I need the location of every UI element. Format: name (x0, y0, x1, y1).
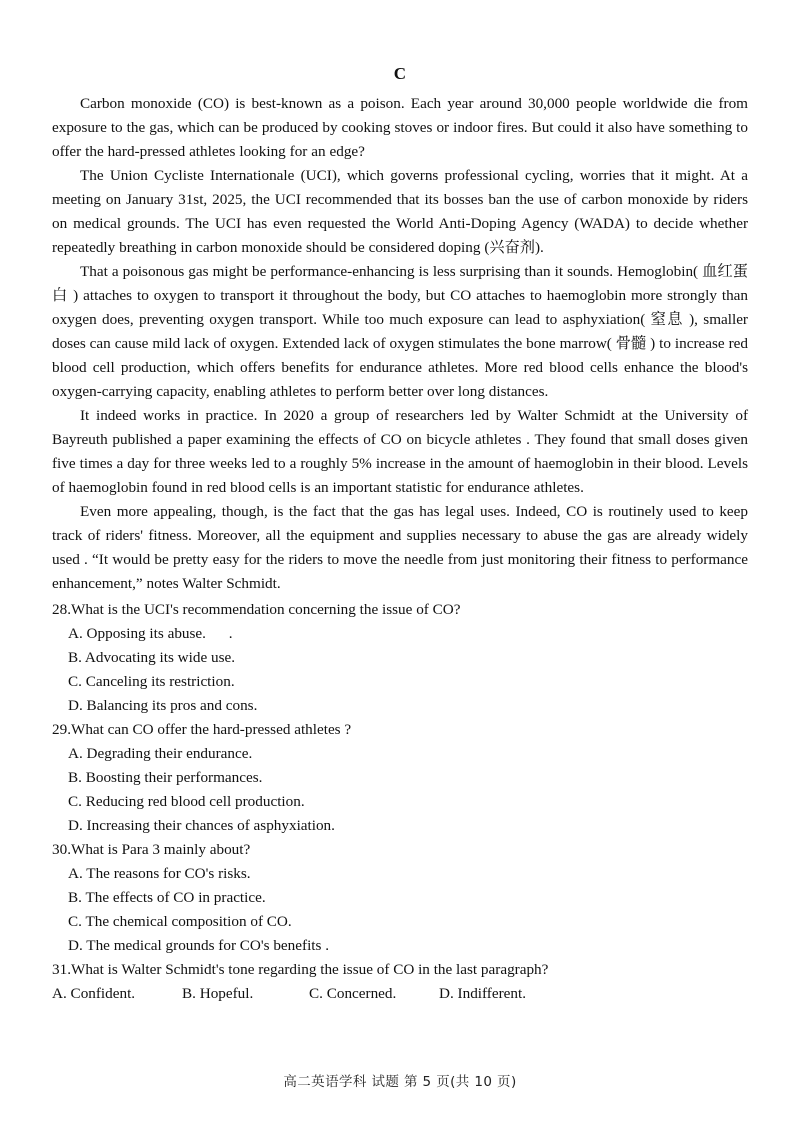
question-28 (52, 598, 748, 718)
passage-paragraph: Even more appealing, though, is the fact that the gas has legal uses. Indeed, CO is routinely used to keep track of riders' fitness. Moreover, all the equipment and supplies necessary to abuse the gas are already widely used . “It would be pretty easy for the riders to move the needle from just monitoring their fitness to performance enhancement,” notes Walter Schmidt. (52, 503, 748, 592)
question-option[interactable]: A. Degrading their endurance. (68, 745, 253, 762)
question-30 (52, 838, 748, 958)
question-stem: 28.What is the UCI's recommendation concerning the issue of CO? (52, 601, 461, 618)
question-option[interactable]: D. The medical grounds for CO's benefits . (68, 937, 330, 954)
question-option[interactable]: C. Canceling its restriction. (68, 673, 235, 690)
question-option[interactable]: A. The reasons for CO's risks. (68, 865, 251, 882)
question-option-row (52, 982, 748, 1006)
question-29 (52, 718, 748, 838)
passage-paragraph: The Union Cycliste Internationale (UCI), which governs professional cycling, worries that it might. At a meeting on January 31st, 2025, the UCI recommended that its bosses ban the use of carbon monoxide by riders on medical grounds. The UCI has even requested the World Anti-Doping Agency (WADA) to decide whether repeatedly breathing in carbon monoxide should be considered doping (兴奋剂). (52, 167, 748, 256)
question-option[interactable]: C. Concerned. (309, 985, 397, 1002)
question-31 (52, 958, 748, 1006)
question-stem: 29.What can CO offer the hard-pressed athletes ? (52, 721, 352, 738)
question-option[interactable]: A. Confident. (52, 985, 136, 1002)
question-option[interactable]: B. Advocating its wide use. (68, 649, 236, 666)
question-stem: 31.What is Walter Schmidt's tone regarding the issue of CO in the last paragraph? (52, 961, 549, 978)
question-option[interactable]: B. The effects of CO in practice. (68, 889, 266, 906)
question-option[interactable]: D. Increasing their chances of asphyxiation. (68, 817, 335, 834)
question-option[interactable]: D. Indifferent. (439, 985, 527, 1002)
page-footer: 高二英语学科 试题 第 5 页(共 10 页) (283, 1074, 517, 1090)
question-option[interactable]: B. Hopeful. (182, 985, 254, 1002)
passage-paragraph: It indeed works in practice. In 2020 a group of researchers led by Walter Schmidt at the University of Bayreuth published a paper examining the effects of CO on bicycle athletes . They found that small doses given five times a day for three weeks led to a roughly 5% increase in the amount of haemoglobin in their blood. Levels of haemoglobin found in red blood cells is an important statistic for endurance athletes. (52, 407, 748, 496)
question-list (52, 598, 748, 1006)
question-option[interactable]: B. Boosting their performances. (68, 769, 263, 786)
reading-passage (52, 92, 748, 596)
question-stem: 30.What is Para 3 mainly about? (52, 841, 251, 858)
question-option[interactable]: A. Opposing its abuse. . (68, 625, 233, 642)
page-title: C (393, 64, 407, 83)
passage-paragraph: That a poisonous gas might be performance-enhancing is less surprising than it sounds. Hemoglobin( 血红蛋白 ) attaches to oxygen to transport it throughout the body, but CO attaches to haemoglobin more strongly than oxygen does, preventing oxygen transport. While too much exposure can lead to asphyxiation( 窒息 ), smaller doses can cause mild lack of oxygen. Extended lack of oxygen stimulates the bone marrow( 骨髓 ) to increase red blood cell production, which offers benefits for endurance athletes. More red blood cells enhance the blood's oxygen-carrying capacity, enabling athletes to perform better over long distances. (52, 263, 748, 400)
passage-paragraph: Carbon monoxide (CO) is best-known as a poison. Each year around 30,000 people worldwide die from exposure to the gas, which can be produced by cooking stoves or indoor fires. But could it also have something to offer the hard-pressed athletes looking for an edge? (52, 95, 748, 160)
page-content (52, 62, 748, 1006)
question-option[interactable]: D. Balancing its pros and cons. (68, 697, 258, 714)
question-option[interactable]: C. The chemical composition of CO. (68, 913, 292, 930)
question-option[interactable]: C. Reducing red blood cell production. (68, 793, 305, 810)
